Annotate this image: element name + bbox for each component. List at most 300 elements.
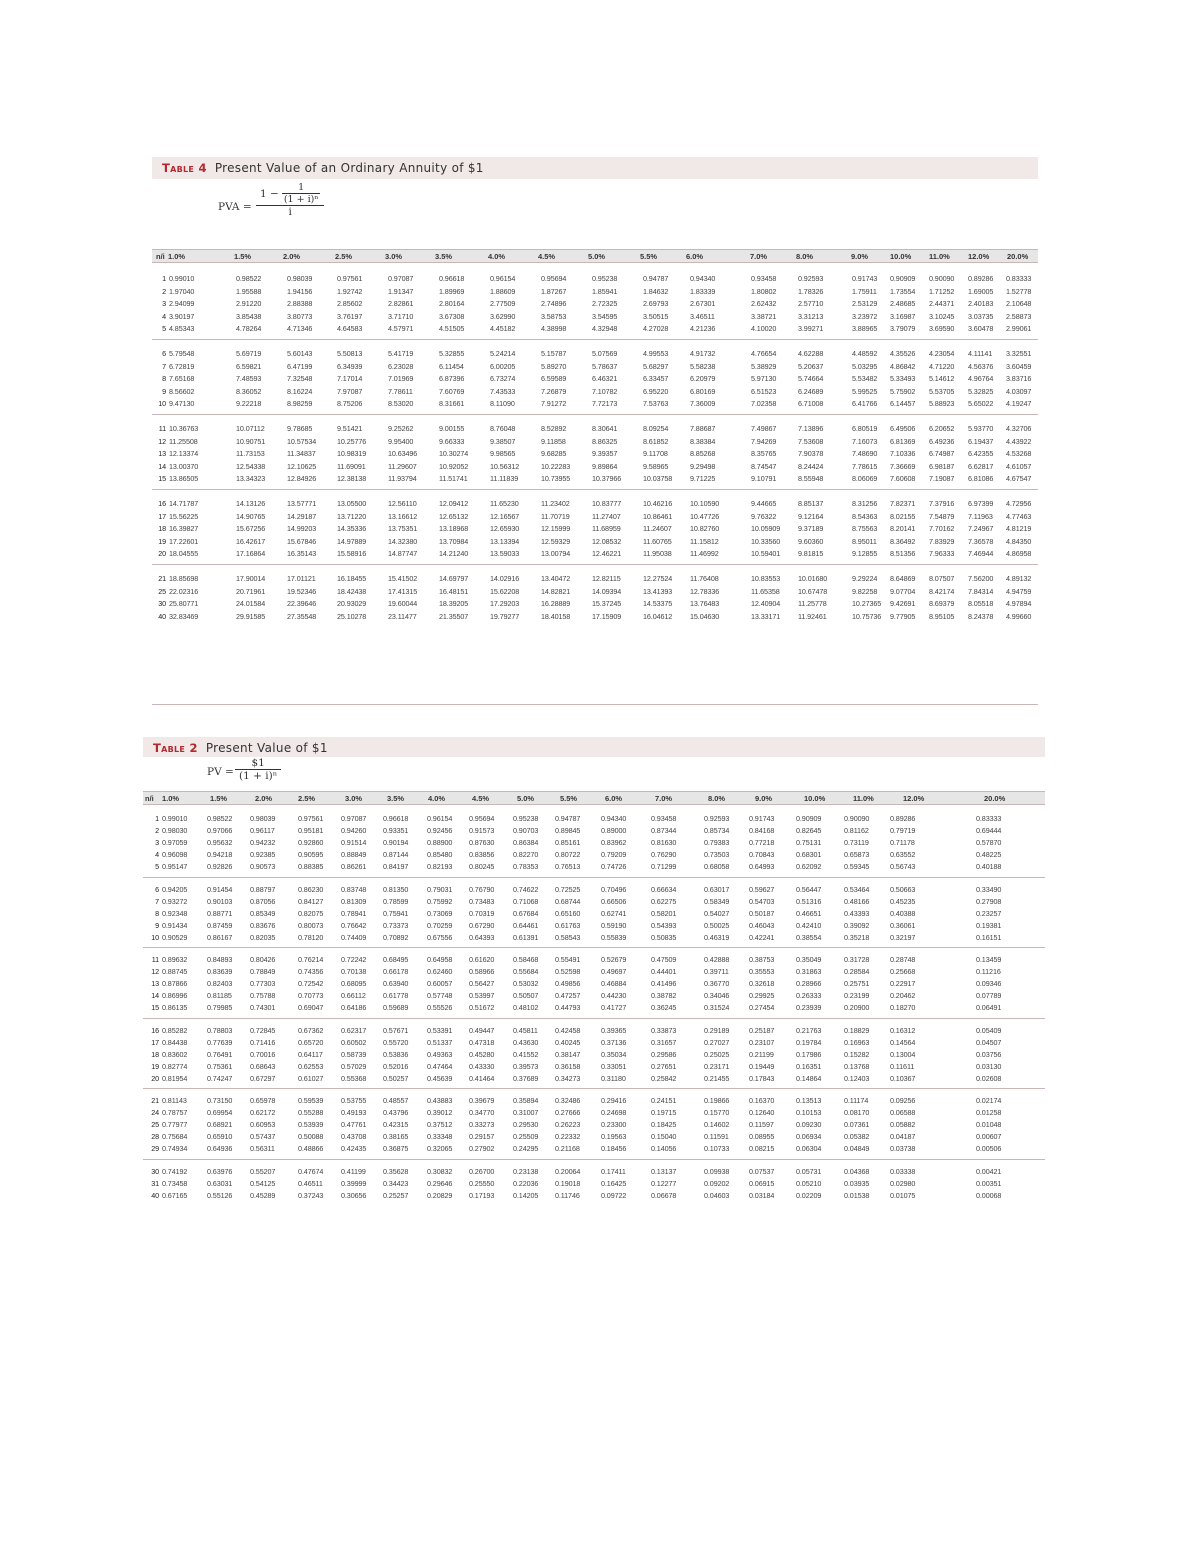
table4-cell: 6.49506 — [890, 424, 916, 433]
table2-cell: 0.94232 — [250, 838, 276, 848]
table2-cell: 0.05210 — [796, 1178, 822, 1188]
table4-cell: 2.91220 — [236, 299, 262, 309]
table4-cell: 7.91272 — [541, 399, 567, 409]
table2-cell: 0.75684 — [162, 1132, 188, 1142]
table2-cell: 0.45639 — [427, 1073, 453, 1083]
table2-row-label: 10 — [151, 932, 159, 942]
table2-cell: 0.85480 — [427, 850, 453, 860]
table4-cell: 9.81815 — [798, 549, 824, 559]
table2-cell: 0.38753 — [749, 955, 775, 964]
table4-cell: 1.78326 — [798, 286, 824, 296]
table2-cell: 0.96154 — [427, 814, 453, 823]
table2-cell: 0.62460 — [427, 967, 453, 977]
table4-cell: 7.24967 — [968, 524, 994, 534]
table2-cell: 0.77639 — [207, 1037, 233, 1047]
table4-cell: 8.98259 — [287, 399, 313, 409]
pv-den: (1 + i)ⁿ — [239, 770, 278, 782]
table2-cell: 0.11746 — [555, 1190, 580, 1200]
table2-cell: 0.11216 — [976, 967, 1001, 977]
table2-cell: 0.71299 — [651, 862, 677, 872]
table2-cell: 0.59689 — [383, 1003, 409, 1013]
table4-cell: 11.68959 — [592, 524, 621, 534]
table2-cell: 0.23300 — [601, 1120, 627, 1130]
table2-cell: 0.70138 — [341, 967, 367, 977]
table2-cell: 0.11597 — [749, 1120, 774, 1130]
table4-table-row — [152, 449, 1038, 460]
table4-table-row — [152, 462, 1038, 473]
table4-cell: 8.53020 — [388, 399, 414, 409]
table2-cell: 0.74934 — [162, 1144, 188, 1154]
table2-cell: 0.83639 — [207, 967, 233, 977]
table2-table-row — [143, 955, 1045, 966]
table2-cell: 0.50663 — [890, 884, 916, 894]
table4-cell: 4.77463 — [1006, 511, 1032, 521]
table2-cell: 0.01048 — [976, 1120, 1002, 1130]
table2-cell: 0.00068 — [976, 1190, 1002, 1200]
table4-cell: 2.74896 — [541, 299, 567, 309]
table2-cell: 0.18456 — [601, 1144, 627, 1154]
table2-row-label: 14 — [151, 991, 159, 1001]
table4-col-header: 2.0% — [283, 252, 301, 261]
table2-cell: 0.47257 — [555, 991, 581, 1001]
table4-cell: 14.53375 — [643, 599, 673, 609]
table4-cell: 1.88609 — [490, 286, 516, 296]
table2-cell: 0.11591 — [704, 1132, 729, 1142]
table4-cell: 10.05909 — [751, 524, 781, 534]
table4-cell: 16.35143 — [287, 549, 317, 559]
table2-cell: 0.58739 — [341, 1049, 367, 1059]
table4-cell: 1.97040 — [169, 286, 195, 296]
table4-cell: 6.42355 — [968, 449, 994, 459]
table2-table-row — [143, 1191, 1045, 1202]
table4-col-header: 5.5% — [640, 252, 658, 261]
table2-cell: 0.72845 — [250, 1025, 276, 1035]
table2-cell: 0.53464 — [844, 884, 870, 894]
table4-table-row — [152, 287, 1038, 298]
table2-cell: 0.09346 — [976, 979, 1002, 989]
table2-cell: 0.47464 — [427, 1061, 453, 1071]
table2-cell: 0.92826 — [207, 862, 233, 872]
table4-cell: 6.20652 — [929, 424, 955, 433]
table2-cell: 0.50507 — [513, 991, 539, 1001]
table4-cell: 10.92052 — [439, 461, 469, 471]
table2-table-row — [143, 1062, 1045, 1073]
table4-cell: 8.07507 — [929, 574, 955, 583]
table4-cell: 7.46944 — [968, 549, 994, 559]
table2-cell: 0.55288 — [298, 1108, 324, 1118]
table2-cell: 0.26223 — [555, 1120, 581, 1130]
table2-cell: 0.74622 — [513, 884, 539, 894]
table2-cell: 0.94787 — [555, 814, 581, 823]
table2-table-row — [143, 826, 1045, 837]
table4-cell: 17.22601 — [169, 536, 199, 546]
table4-cell: 5.88923 — [929, 399, 955, 409]
table2-cell: 0.84168 — [749, 826, 775, 836]
table4-cell: 8.95011 — [852, 536, 877, 546]
table2-cell: 0.90090 — [844, 814, 870, 823]
table2-row-label: 5 — [155, 862, 159, 872]
table4-cell: 0.97087 — [388, 274, 414, 283]
table2-cell: 0.32197 — [890, 932, 916, 942]
table2-row-label: 28 — [151, 1132, 159, 1142]
table2-cell: 0.67297 — [250, 1073, 276, 1083]
table4-cell: 5.33493 — [890, 374, 916, 384]
table4-col-header: 4.5% — [538, 252, 556, 261]
table4-cell: 19.79277 — [490, 611, 520, 621]
table4-table-row — [152, 499, 1038, 510]
table4-cell: 10.83777 — [592, 499, 622, 508]
table4-cell: 1.75911 — [852, 286, 877, 296]
table2-cell: 0.57748 — [427, 991, 453, 1001]
table2-cell: 0.23199 — [844, 991, 870, 1001]
table4-cell: 4.72956 — [1006, 499, 1032, 508]
table2-cell: 0.65160 — [555, 908, 581, 918]
table2-cell: 0.17843 — [749, 1073, 775, 1083]
table4-cell: 7.16073 — [852, 436, 878, 446]
table2-cell: 0.54703 — [749, 896, 775, 906]
table2-cell: 0.62317 — [341, 1025, 367, 1035]
table2-cell: 0.55684 — [513, 967, 539, 977]
pva-inner-den: (1 + i)ⁿ — [283, 194, 319, 205]
table2-cell: 0.28966 — [796, 979, 822, 989]
table4-cell: 12.65132 — [439, 511, 469, 521]
table4-cell: 9.39357 — [592, 449, 618, 459]
table4-cell: 3.50515 — [643, 311, 669, 321]
table2-cell: 0.41727 — [601, 1003, 627, 1013]
table2-row-label: 17 — [151, 1037, 159, 1047]
table2-cell: 0.21763 — [796, 1025, 822, 1035]
table2-cell: 0.85282 — [162, 1025, 188, 1035]
table4-cell: 3.83716 — [1006, 374, 1032, 384]
table4-cell: 4.03097 — [1006, 386, 1032, 396]
table4-cell: 7.70162 — [929, 524, 955, 534]
table4-cell: 13.34323 — [236, 474, 266, 484]
table4-row-label: 3 — [162, 299, 166, 309]
table4-row-label: 8 — [162, 374, 166, 384]
table4-cell: 2.82861 — [388, 299, 414, 309]
table2-row-label: 12 — [151, 967, 159, 977]
table2-cell: 0.55839 — [601, 932, 627, 942]
table2-cell: 0.46511 — [298, 1178, 323, 1188]
table4-cell: 1.52778 — [1006, 286, 1032, 296]
table2-cell: 0.55368 — [341, 1073, 367, 1083]
table4-cell: 4.62288 — [798, 349, 824, 358]
table2-cell: 0.62172 — [250, 1108, 276, 1118]
table2-cell: 0.76790 — [469, 884, 495, 894]
table2-cell: 0.82645 — [796, 826, 822, 836]
table2-cell: 0.61763 — [555, 920, 581, 930]
table2-cell: 0.08955 — [749, 1132, 775, 1142]
table4-cell: 13.33171 — [751, 611, 781, 621]
table4-cell: 4.43922 — [1006, 436, 1032, 446]
table4-cell: 16.39827 — [169, 524, 199, 534]
table4-cell: 10.22283 — [541, 461, 571, 471]
table4-cell: 3.99271 — [798, 324, 824, 334]
table2-cell: 0.17193 — [469, 1190, 495, 1200]
table4-cell: 11.11839 — [490, 474, 519, 484]
table2-cell: 0.22036 — [513, 1178, 539, 1188]
table2-cell: 0.04603 — [704, 1190, 730, 1200]
table4-cell: 8.61852 — [643, 436, 669, 446]
table2-cell: 0.41464 — [469, 1073, 495, 1083]
table4-cell: 6.95220 — [643, 386, 669, 396]
table2-cell: 0.95181 — [298, 826, 324, 836]
table2-cell: 0.75361 — [207, 1061, 233, 1071]
table2-cell: 0.86230 — [298, 884, 324, 894]
table2-cell: 0.20829 — [427, 1190, 453, 1200]
table2-cell: 0.16963 — [844, 1037, 870, 1047]
table4-title-bar — [152, 157, 1038, 179]
table4-cell: 2.88388 — [287, 299, 313, 309]
table2-col-header: 4.0% — [428, 794, 446, 803]
table2-cell: 0.68058 — [704, 862, 730, 872]
table4-cell: 1.91347 — [388, 286, 414, 296]
table4-cell: 6.19437 — [968, 436, 994, 446]
table4-cell: 3.10245 — [929, 311, 955, 321]
table2-cell: 0.84197 — [383, 862, 409, 872]
table4-cell: 22.39646 — [287, 599, 317, 609]
table4-cell: 10.37966 — [592, 474, 622, 484]
table4-cell: 3.79079 — [890, 324, 916, 334]
table2-cell: 0.76642 — [341, 920, 367, 930]
table2-cell: 0.00506 — [976, 1144, 1002, 1154]
table2-cell: 0.13137 — [651, 1166, 677, 1176]
table4-cell: 7.01969 — [388, 374, 414, 384]
table4-cell: 9.82258 — [852, 586, 878, 596]
table4-cell: 14.71787 — [169, 499, 199, 508]
table4-cell: 6.87396 — [439, 374, 465, 384]
table4-cell: 3.85438 — [236, 311, 262, 321]
table2-cell: 0.63940 — [383, 979, 409, 989]
table4-cell: 0.90090 — [929, 274, 955, 283]
table4-cell: 9.89864 — [592, 461, 618, 471]
table2-row-label: 25 — [151, 1120, 159, 1130]
table2-cell: 0.53032 — [513, 979, 539, 989]
table2-cell: 0.29157 — [469, 1132, 495, 1142]
table2-group-separator — [143, 1018, 1045, 1019]
table4-cell: 8.06069 — [852, 474, 878, 484]
table4-row-label: 20 — [158, 549, 166, 559]
table2-cell: 0.27651 — [651, 1061, 677, 1071]
table2-cell: 0.09256 — [890, 1096, 916, 1105]
table4-table-row — [152, 324, 1038, 335]
table2-formula — [143, 757, 343, 791]
table4-cell: 16.48151 — [439, 586, 469, 596]
table2-cell: 0.03338 — [890, 1166, 916, 1176]
table4-cell: 14.09394 — [592, 586, 622, 596]
table4-cell: 21.35507 — [439, 611, 469, 621]
table2-cell: 0.85734 — [704, 826, 730, 836]
table2-title-text: Present Value of $1 — [205, 741, 328, 755]
table4-cell: 7.10782 — [592, 386, 618, 396]
table4-cell: 6.49236 — [929, 436, 955, 446]
table2-cell: 0.67290 — [469, 920, 495, 930]
table4-cell: 8.31661 — [439, 399, 465, 409]
table2-row-label: 15 — [151, 1003, 159, 1013]
table2-cell: 0.06678 — [651, 1190, 677, 1200]
table2-cell: 0.82193 — [427, 862, 453, 872]
table2-cell: 0.49447 — [469, 1025, 495, 1035]
table2-cell: 0.54393 — [651, 920, 677, 930]
table2-table-row — [143, 1038, 1045, 1049]
table2-cell: 0.58966 — [469, 967, 495, 977]
table2-table-row — [143, 1144, 1045, 1155]
table4-row-label: 18 — [158, 524, 166, 534]
table2-cell: 0.43796 — [383, 1108, 409, 1118]
table2-cell: 0.37512 — [427, 1120, 453, 1130]
table2-col-header: 8.0% — [708, 794, 726, 803]
table2-cell: 0.37689 — [513, 1073, 539, 1083]
table2-cell: 0.76290 — [651, 850, 677, 860]
table2-cell: 0.86167 — [207, 932, 233, 942]
table2-cell: 0.72542 — [298, 979, 324, 989]
table4-cell: 4.45182 — [490, 324, 516, 334]
table4-cell: 12.16567 — [490, 511, 520, 521]
table2-cell: 0.25257 — [383, 1190, 409, 1200]
table2-cell: 0.16312 — [890, 1025, 916, 1035]
table4-cell: 4.99660 — [1006, 611, 1032, 621]
table2-row-label: 1 — [155, 814, 159, 823]
table2-cell: 0.25025 — [704, 1049, 730, 1059]
table2-cell: 0.64936 — [207, 1144, 233, 1154]
table2-cell: 0.04368 — [844, 1166, 870, 1176]
table4-cell: 12.65930 — [490, 524, 520, 534]
table2-cell: 0.32618 — [749, 979, 775, 989]
table2-group-separator — [143, 1088, 1045, 1089]
table2-cell: 0.88745 — [162, 967, 188, 977]
table2-cell: 0.48866 — [298, 1144, 324, 1154]
table2-col-header: 10.0% — [804, 794, 826, 803]
table4-cell: 3.58753 — [541, 311, 567, 321]
table4-col-header: 10.0% — [890, 252, 912, 261]
table2-cell: 0.64958 — [427, 955, 453, 964]
table2-row-label: 30 — [151, 1166, 159, 1176]
table4-cell: 15.41502 — [388, 574, 418, 583]
table2-table-row — [143, 1167, 1045, 1178]
table2-cell: 0.81954 — [162, 1073, 188, 1083]
table2-cell: 0.53939 — [298, 1120, 324, 1130]
table4-cell: 2.80164 — [439, 299, 465, 309]
table4-cell: 12.54338 — [236, 461, 266, 471]
table2-cell: 0.10153 — [796, 1108, 822, 1118]
table4-cell: 14.02916 — [490, 574, 520, 583]
table4-cell: 3.60478 — [968, 324, 994, 334]
table2-cell: 0.11611 — [890, 1061, 915, 1071]
table2-cell: 0.88385 — [298, 862, 324, 872]
table2-cell: 0.98039 — [250, 814, 276, 823]
table4-cell: 10.63496 — [388, 449, 418, 459]
table4-cell: 9.68285 — [541, 449, 567, 459]
table4-cell: 13.40472 — [541, 574, 571, 583]
table4-cell: 4.89132 — [1006, 574, 1032, 583]
table4-cell: 14.32380 — [388, 536, 418, 546]
table4-cell: 10.10590 — [690, 499, 720, 508]
table2-cell: 0.75992 — [427, 896, 453, 906]
table2-cell: 0.88797 — [250, 884, 276, 894]
table2-cell: 0.63031 — [207, 1178, 233, 1188]
table4-cell: 0.91743 — [852, 274, 878, 283]
table2-cell: 0.06588 — [890, 1108, 916, 1118]
table2-cell: 0.53755 — [341, 1096, 367, 1105]
table4-row-label: 12 — [158, 436, 166, 446]
table4-cell: 11.93794 — [388, 474, 417, 484]
table2-cell: 0.25550 — [469, 1178, 495, 1188]
table4-cell: 0.95238 — [592, 274, 618, 283]
table2-cell: 0.83333 — [976, 814, 1002, 823]
table2-cell: 0.70259 — [427, 920, 453, 930]
table4-cell: 9.07704 — [890, 586, 916, 596]
table2-cell: 0.91573 — [469, 826, 495, 836]
table2-cell: 0.70496 — [601, 884, 627, 894]
table4-table-row — [152, 274, 1038, 285]
table4-cell: 4.94759 — [1006, 586, 1032, 596]
table4-cell: 11.92461 — [798, 611, 827, 621]
table4-cell: 0.94787 — [643, 274, 669, 283]
table2-cell: 0.09722 — [601, 1190, 627, 1200]
table2-cell: 0.73458 — [162, 1178, 188, 1188]
table2-cell: 0.46319 — [704, 932, 730, 942]
table4-cell: 4.27028 — [643, 324, 669, 334]
table2-cell: 0.45235 — [890, 896, 916, 906]
table4-cell: 10.07112 — [236, 424, 265, 433]
table4-cell: 2.94099 — [169, 299, 195, 309]
table2-cell: 0.36770 — [704, 979, 730, 989]
pva-lhs: PVA = — [218, 201, 252, 213]
table4-cell: 3.03735 — [968, 311, 994, 321]
table4-table-row — [152, 549, 1038, 560]
table4-cell: 8.51356 — [890, 549, 916, 559]
table2-cell: 0.57437 — [250, 1132, 276, 1142]
table2-cell: 0.94218 — [207, 850, 233, 860]
table2-cell: 0.56447 — [796, 884, 822, 894]
table2-group-separator — [143, 947, 1045, 948]
table4-cell: 4.53268 — [1006, 449, 1032, 459]
table2-cell: 0.48557 — [383, 1096, 409, 1105]
table4-cell: 13.86505 — [169, 474, 199, 484]
table2-table-row — [143, 1179, 1045, 1190]
table4-cell: 7.83929 — [929, 536, 955, 546]
table2-cell: 0.54027 — [704, 908, 730, 918]
table4-cell: 2.58873 — [1006, 311, 1032, 321]
table4-cell: 12.40904 — [751, 599, 781, 609]
table2-cell: 0.60502 — [341, 1037, 367, 1047]
table2-cell: 0.66634 — [651, 884, 677, 894]
table4-cell: 9.66333 — [439, 436, 465, 446]
table4-cell: 0.97561 — [337, 274, 363, 283]
table2-cell: 0.87344 — [651, 826, 677, 836]
table4-cell: 1.94156 — [287, 286, 313, 296]
table4-cell: 7.43533 — [490, 386, 516, 396]
table2-table-row — [143, 1026, 1045, 1037]
table2-cell: 0.09202 — [704, 1178, 730, 1188]
table2-cell: 0.49363 — [427, 1049, 453, 1059]
pva-outer-den: i — [288, 206, 292, 218]
table4-cell: 1.69005 — [968, 286, 994, 296]
table2-cell: 0.14564 — [890, 1037, 916, 1047]
table4-cell: 8.69379 — [929, 599, 955, 609]
table4-cell: 13.00794 — [541, 549, 571, 559]
table2-cell: 0.35049 — [796, 955, 822, 964]
table4-cell: 2.67301 — [690, 299, 716, 309]
table4-cell: 7.56200 — [968, 574, 994, 583]
table2-cell: 0.47509 — [651, 955, 677, 964]
table4-table-row — [152, 424, 1038, 435]
table4-cell: 7.88687 — [690, 424, 716, 433]
table4-cell: 12.13374 — [169, 449, 199, 459]
table2-cell: 0.62275 — [651, 896, 677, 906]
table4-cell: 8.30641 — [592, 424, 618, 433]
table4-cell: 10.46216 — [643, 499, 673, 508]
